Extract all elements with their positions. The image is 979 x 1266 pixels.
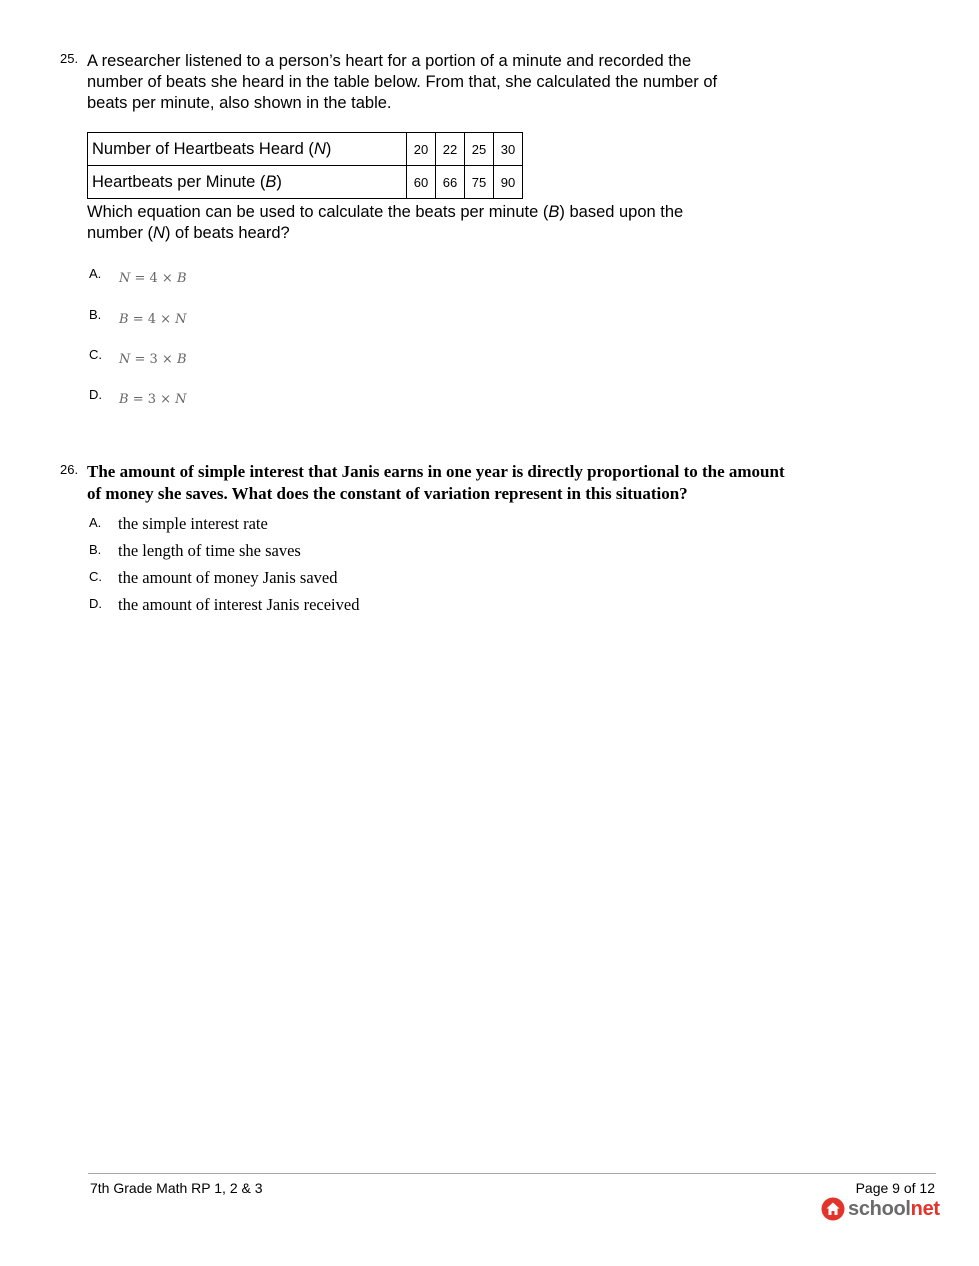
logo-text: schoolnet <box>848 1197 940 1220</box>
prompt-line-2: number (N) of beats heard? <box>87 224 290 242</box>
option-letter: B. <box>89 307 102 322</box>
footer-title: 7th Grade Math RP 1, 2 & 3 <box>90 1180 263 1196</box>
stem-line-2: number of beats she heard in the table below. From that, she calculated the number of <box>87 73 718 91</box>
option-letter: D. <box>89 387 102 402</box>
question-26-stem: The amount of simple interest that Janis earns in one year is directly proportional to the amount of money she saves. What does the constant of variation represent in this situation? <box>87 462 785 503</box>
option-text: the amount of money Janis saved <box>118 568 338 587</box>
schoolnet-logo <box>821 1196 940 1222</box>
option-equation: N = 3 × B <box>119 352 187 367</box>
table-cell: 60 <box>407 166 436 199</box>
option-letter: B. <box>89 542 102 557</box>
option-letter: A. <box>89 266 102 281</box>
table-row <box>88 166 523 199</box>
question-25-prompt <box>87 202 787 244</box>
option-equation: B = 3 × N <box>119 392 187 407</box>
page-number: Page 9 of 12 <box>855 1180 935 1196</box>
table-cell: 75 <box>465 166 494 199</box>
table-cell: 20 <box>407 133 436 166</box>
prompt-line-1: Which equation can be used to calculate the beats per minute (B) based upon the <box>87 203 684 221</box>
footer-divider <box>88 1173 936 1174</box>
option-letter: C. <box>89 569 102 584</box>
table-row <box>88 133 523 166</box>
table-cell: 22 <box>436 133 465 166</box>
row-label-heartbeats-per-minute: Heartbeats per Minute (B) <box>88 166 407 199</box>
row-label-heartbeats-heard: Number of Heartbeats Heard (N) <box>88 133 407 166</box>
heartbeat-table <box>87 132 523 199</box>
option-letter: D. <box>89 596 102 611</box>
table-cell: 90 <box>494 166 523 199</box>
table-cell: 66 <box>436 166 465 199</box>
question-number-26: 26. <box>60 462 79 477</box>
option-letter: C. <box>89 347 102 362</box>
stem-line-1: A researcher listened to a person’s heart for a portion of a minute and recorded the <box>87 52 692 70</box>
stem-line-3: beats per minute, also shown in the table. <box>87 94 392 112</box>
question-25-stem <box>87 51 787 114</box>
option-text: the amount of interest Janis received <box>118 595 360 614</box>
option-equation: B = 4 × N <box>119 312 187 327</box>
option-text: the length of time she saves <box>118 541 301 560</box>
question-number-25: 25. <box>60 51 79 66</box>
house-icon <box>821 1197 845 1221</box>
table-cell: 25 <box>465 133 494 166</box>
option-text: the simple interest rate <box>118 514 268 533</box>
option-letter: A. <box>89 515 102 530</box>
option-equation: N = 4 × B <box>119 271 187 286</box>
table-cell: 30 <box>494 133 523 166</box>
